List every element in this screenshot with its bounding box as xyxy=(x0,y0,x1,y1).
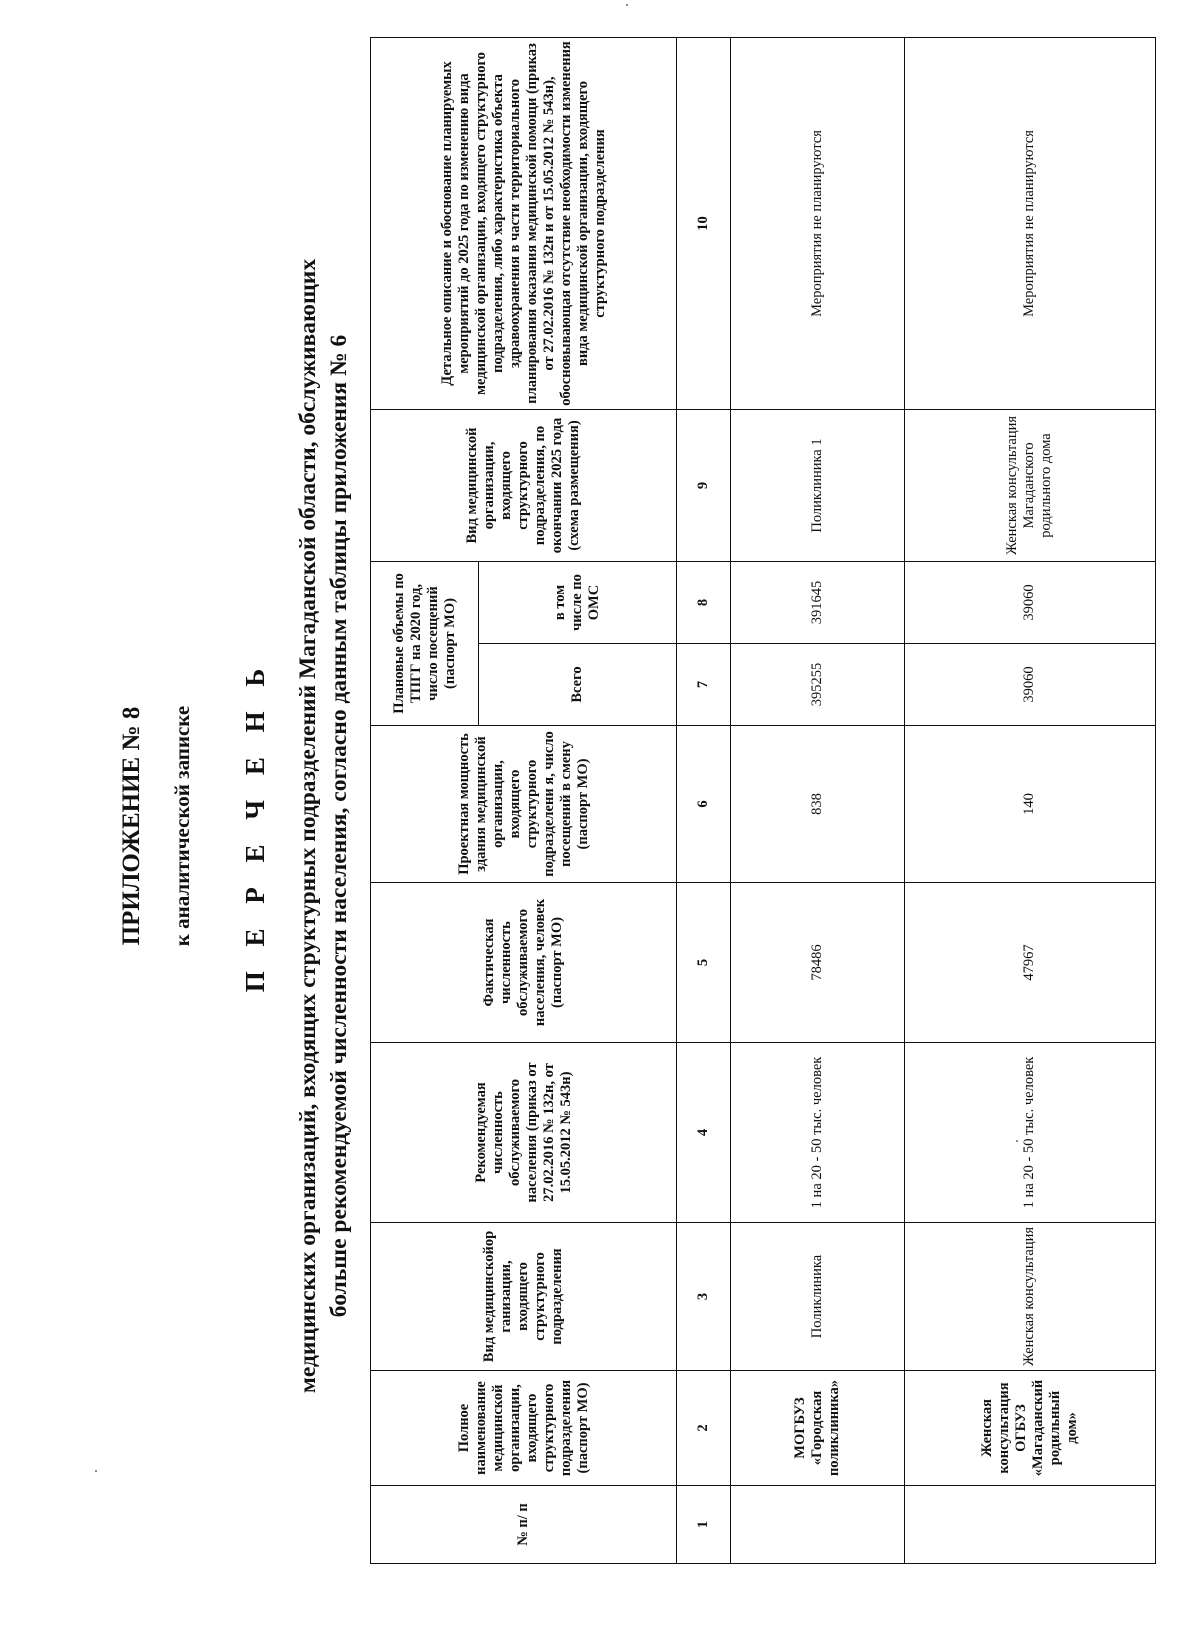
org-type-2025: Поликлиника 1 xyxy=(731,409,905,561)
col-number: 4 xyxy=(677,1043,731,1223)
header-org-type: Вид медицинскойор ганизации, входящего структурного подразделения xyxy=(371,1223,677,1371)
recommended-population: 1 на 20 - 50 тыс. человек xyxy=(731,1043,905,1223)
header-full-name: Полное наименование медицинской организации, входящего структурного подразделения (паспорт МО) xyxy=(371,1371,677,1486)
header-recommended-population: Рекомендуемая численность обслуживаемого населения (приказ от 27.02.2016 № 132н, от 15.05.2012 № 543н) xyxy=(371,1043,677,1223)
org-full-name: МОГБУЗ «Городская поликлиника» xyxy=(731,1371,905,1486)
row-number xyxy=(904,1486,1155,1564)
col-number: 7 xyxy=(677,644,731,726)
col-number: 10 xyxy=(677,37,731,409)
appendix-title: ПРИЛОЖЕНИЕ № 8 xyxy=(118,706,145,946)
planned-total: 395255 xyxy=(731,644,905,726)
org-type-2025: Женская консультация Магаданского родильного дома xyxy=(904,409,1155,561)
appendix-subtitle: к аналитической записке xyxy=(170,705,194,947)
scan-speck xyxy=(95,1470,97,1472)
header-org-type-2025: Вид медицинской организации, входящего структурного подразделения, по окончании 2025 года (схема размещения) xyxy=(371,409,677,561)
organizations-table xyxy=(370,37,1156,1564)
recommended-population: 1 на 20 - 50 тыс. человек xyxy=(904,1043,1155,1223)
scan-speck xyxy=(626,4,628,6)
header-design-capacity: Проектная мощность здания медицинской организации, входящего структурного подразделени я, число посещений в смену (паспорт МО) xyxy=(371,726,677,883)
actual-population: 47967 xyxy=(904,883,1155,1043)
col-number: 9 xyxy=(677,409,731,561)
design-capacity: 838 xyxy=(731,726,905,883)
planned-oms: 39060 xyxy=(904,561,1155,643)
document-heading: П Е Р Е Ч Е Н Ь xyxy=(240,659,270,993)
col-number: 6 xyxy=(677,726,731,883)
design-capacity: 140 xyxy=(904,726,1155,883)
org-full-name: Женская консультация ОГБУЗ «Магаданский родильный дом» xyxy=(904,1371,1155,1486)
planned-measures: Мероприятия не планируются xyxy=(731,37,905,409)
row-number xyxy=(731,1486,905,1564)
planned-measures: Мероприятия не планируются xyxy=(904,37,1155,409)
caption-line-1: медицинских организаций, входящих структурных подразделений Магаданской области, обслуживающих xyxy=(295,258,321,1394)
document-caption xyxy=(293,0,355,1652)
col-number: 8 xyxy=(677,561,731,643)
planned-total: 39060 xyxy=(904,644,1155,726)
header-actual-population: Фактическая численность обслуживаемого населения, человек (паспорт МО) xyxy=(371,883,677,1043)
header-number: № п/ п xyxy=(371,1486,677,1564)
caption-line-2: больше рекомендуемой численности населения, согласно данным таблицы приложения № 6 xyxy=(326,334,352,1318)
header-total: Всего xyxy=(479,644,677,726)
col-number: 3 xyxy=(677,1223,731,1371)
column-numbers-row xyxy=(677,37,731,1563)
col-number: 2 xyxy=(677,1371,731,1486)
col-number: 5 xyxy=(677,883,731,1043)
header-detailed-description: Детальное описание и обоснование планируемых мероприятий до 2025 года по изменению вида медицинской организации, входящего структурного подразделения, либо характеристика объекта здравоохранения в части территориального планирования оказания медицинской помощи (приказ от 27.02.2016 № 132н и от 15.05.2012 № 543н), обосновывающая отсутствие необходимости изменения вида медицинской организации, входящего структурного подразделения xyxy=(371,37,677,409)
org-type: Женская консультация xyxy=(904,1223,1155,1371)
header-planned-volumes: Плановые объемы по ТПГГ на 2020 год, число посещений (паспорт МО) xyxy=(371,561,479,725)
actual-population: 78486 xyxy=(731,883,905,1043)
scan-speck xyxy=(1016,1140,1018,1142)
table-row xyxy=(904,37,1155,1563)
col-number: 1 xyxy=(677,1486,731,1564)
table-row xyxy=(731,37,905,1563)
planned-oms: 391645 xyxy=(731,561,905,643)
header-incl-oms: в том числе по ОМС xyxy=(479,561,677,643)
org-type: Поликлиника xyxy=(731,1223,905,1371)
